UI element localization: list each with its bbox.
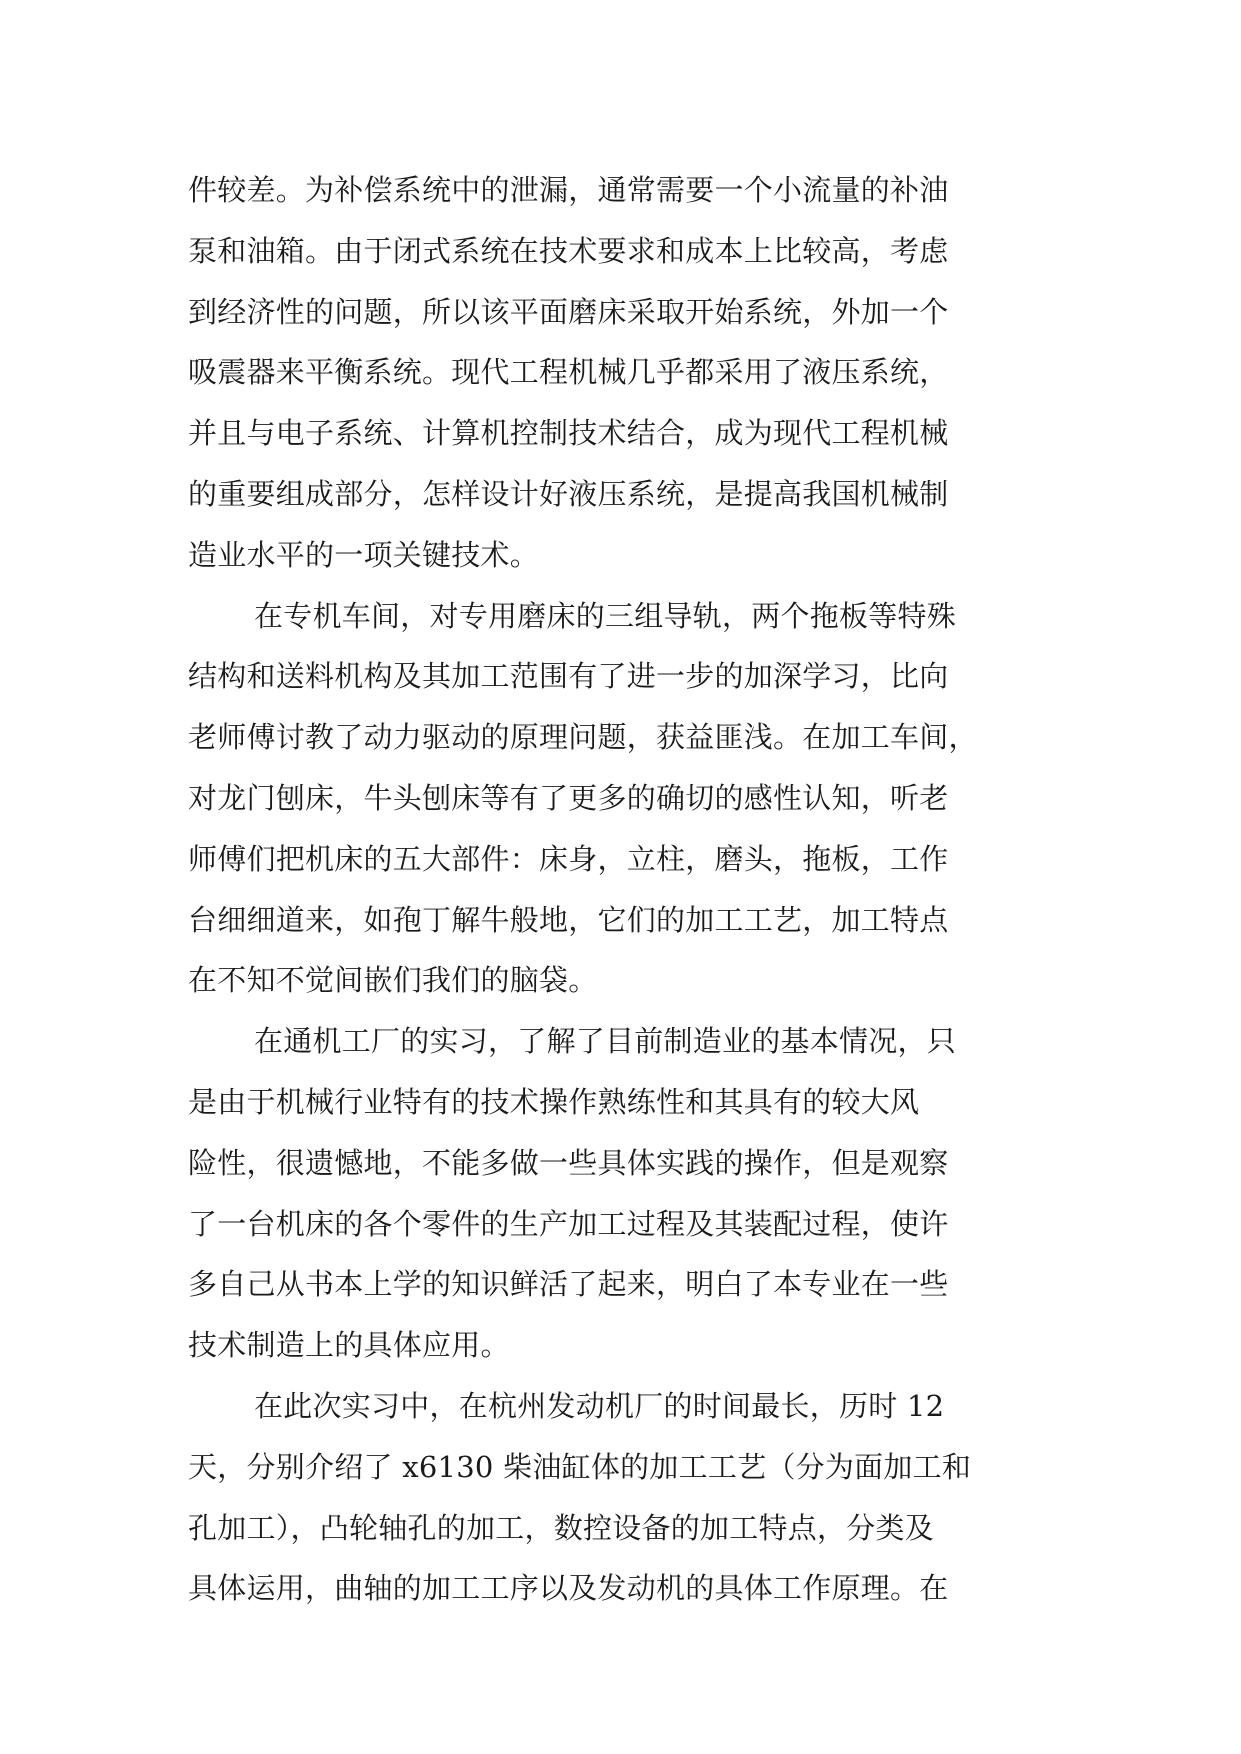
paragraph-3 bbox=[188, 1011, 1068, 1376]
text-line: 件较差。为补偿系统中的泄漏，通常需要一个小流量的补油 bbox=[188, 173, 949, 207]
text-line: 险性，很遗憾地，不能多做一些具体实践的操作，但是观察 bbox=[188, 1145, 949, 1180]
text-line: 在此次实习中，在杭州发动机厂的时间最长，历时 12 bbox=[254, 1388, 945, 1423]
text-line: 多自己从书本上学的知识鲜活了起来，明白了本专业在一些 bbox=[188, 1267, 949, 1302]
text-line: 在专机车间，对专用磨床的三组导轨，两个拖板等特殊 bbox=[254, 598, 957, 633]
text-line: 吸震器来平衡系统。现代工程机械几乎都采用了液压系统， bbox=[188, 355, 949, 390]
body-text bbox=[188, 160, 1068, 1619]
text-line: 结构和送料机构及其加工范围有了进一步的加深学习，比向 bbox=[188, 659, 949, 694]
text-line: 具体运用，曲轴的加工工序以及发动机的具体工作原理。在 bbox=[188, 1571, 949, 1606]
text-line: 并且与电子系统、计算机控制技术结合，成为现代工程机械 bbox=[188, 416, 949, 451]
text-line: 天，分别介绍了 x6130 柴油缸体的加工工艺（分为面加工和 bbox=[188, 1449, 972, 1484]
text-line: 到经济性的问题，所以该平面磨床采取开始系统，外加一个 bbox=[188, 294, 949, 329]
text-line: 在通机工厂的实习，了解了目前制造业的基本情况，只 bbox=[254, 1024, 957, 1059]
paragraph-1 bbox=[188, 160, 1068, 586]
text-line: 台细细道来，如孢丁解牛般地，它们的加工工艺，加工特点 bbox=[188, 902, 949, 937]
text-line: 是由于机械行业特有的技术操作熟练性和其具有的较大风 bbox=[188, 1084, 920, 1119]
text-line: 老师傅讨教了动力驱动的原理问题，获益匪浅。在加工车间， bbox=[188, 720, 978, 755]
text-line: 造业水平的一项关键技术。 bbox=[188, 537, 540, 572]
text-line: 孔加工），凸轮轴孔的加工，数控设备的加工特点，分类及 bbox=[188, 1510, 935, 1545]
text-line: 的重要组成部分，怎样设计好液压系统，是提高我国机械制 bbox=[188, 476, 949, 511]
text-line: 师傅们把机床的五大部件：床身，立柱，磨头，拖板，工作 bbox=[188, 841, 949, 876]
text-line: 对龙门刨床，牛头刨床等有了更多的确切的感性认知，听老 bbox=[188, 780, 949, 815]
text-line: 技术制造上的具体应用。 bbox=[188, 1328, 510, 1363]
paragraph-2 bbox=[188, 586, 1068, 1012]
paragraph-4 bbox=[188, 1376, 1068, 1619]
text-line: 在不知不觉间嵌们我们的脑袋。 bbox=[188, 963, 598, 998]
text-line: 泵和油箱。由于闭式系统在技术要求和成本上比较高，考虑 bbox=[188, 233, 949, 268]
text-line: 了一台机床的各个零件的生产加工过程及其装配过程，使许 bbox=[188, 1206, 949, 1241]
